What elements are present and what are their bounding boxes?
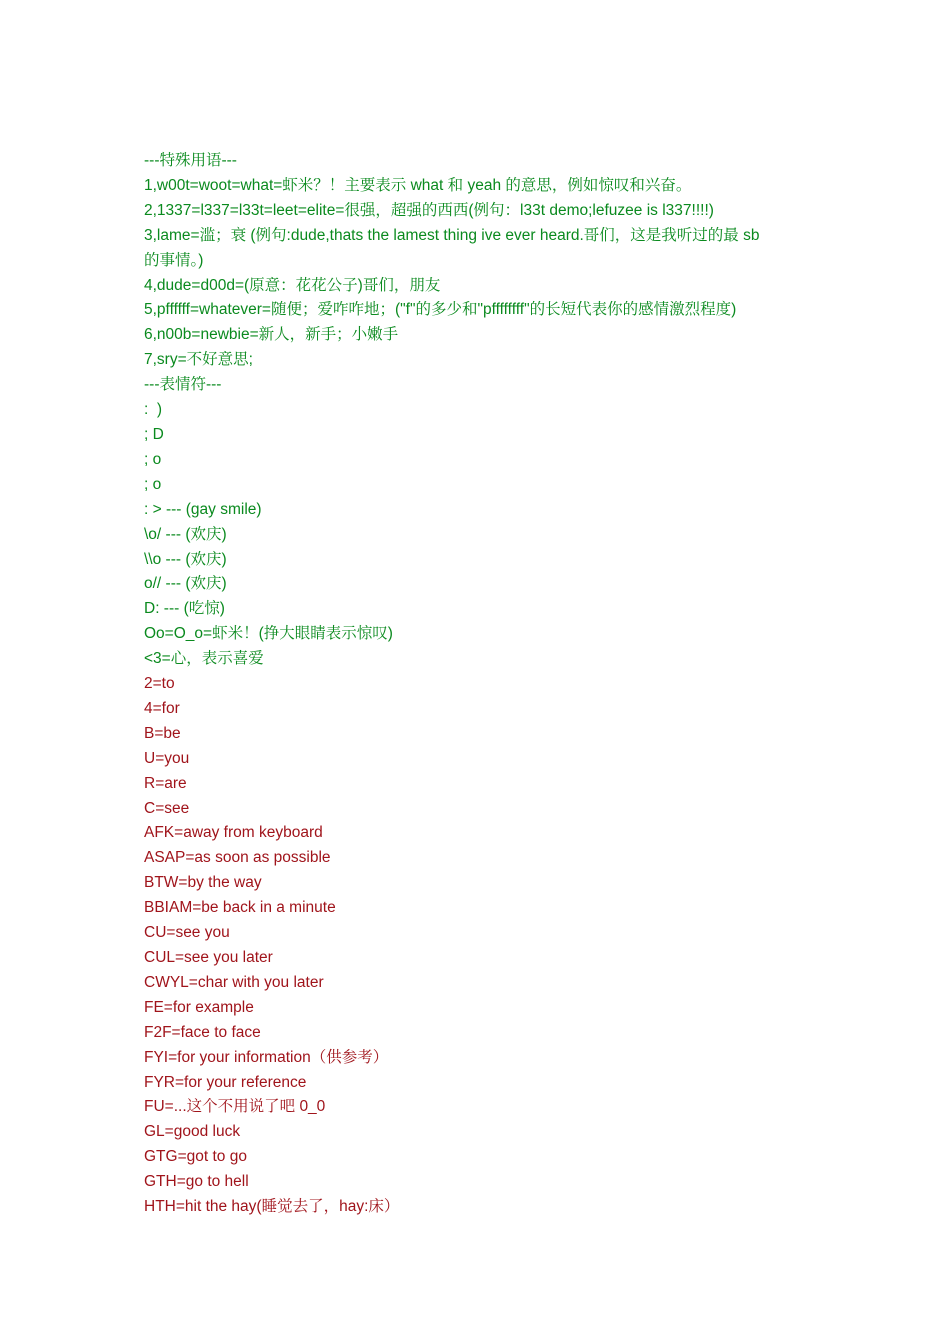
- emoticon-line: ; o: [144, 475, 162, 493]
- abbreviation-line: BTW=by the way: [144, 874, 262, 892]
- section-heading-special-terms: ---特殊用语---: [144, 152, 237, 169]
- abbreviation-line: F2F=face to face: [144, 1023, 261, 1041]
- emoticon-line: o// --- (欢庆): [144, 575, 227, 593]
- emoticon-line: D: --- (吃惊): [144, 600, 225, 618]
- section-heading-emoticons: ---表情符---: [144, 376, 222, 394]
- term-line: 3,lame=滥；衰 (例句:dude,thats the lamest thing ive ever heard.哥们，这是我听过的最 sb: [144, 226, 760, 244]
- abbreviation-line: AFK=away from keyboard: [144, 824, 323, 842]
- emoticon-line: : > --- (gay smile): [144, 500, 262, 518]
- abbreviation-line: 4=for: [144, 699, 180, 717]
- abbreviation-line: 2=to: [144, 675, 175, 693]
- abbreviation-line: CWYL=char with you later: [144, 973, 324, 991]
- emoticon-line: ; o: [144, 450, 162, 468]
- emoticon-line: <3=心，表示喜爱: [144, 650, 264, 668]
- abbreviation-line: GL=good luck: [144, 1123, 241, 1141]
- emoticon-line: : ): [144, 401, 163, 419]
- abbreviation-line: U=you: [144, 749, 190, 767]
- abbreviation-line: GTG=got to go: [144, 1148, 247, 1166]
- term-line: 2,1337=l337=l33t=leet=elite=很强，超强的西西(例句：l33t demo;lefuzee is l337!!!!): [144, 201, 714, 219]
- term-line: 6,n00b=newbie=新人，新手；小嫩手: [144, 326, 399, 344]
- abbreviation-line: HTH=hit the hay(睡觉去了，hay:床）: [144, 1198, 400, 1216]
- abbreviation-line: GTH=go to hell: [144, 1173, 249, 1191]
- emoticon-line: ; D: [144, 425, 164, 443]
- abbreviation-line: B=be: [144, 724, 181, 742]
- term-line-continued: 的事情。): [144, 251, 204, 269]
- abbreviation-line: R=are: [144, 774, 187, 792]
- abbreviation-line: BBIAM=be back in a minute: [144, 899, 336, 917]
- term-line: 4,dude=d00d=(原意：花花公子)哥们，朋友: [144, 276, 441, 294]
- term-line: 5,pffffff=whatever=随便；爱咋咋地；("f"的多少和"pffffffff"的长短代表你的感情激烈程度): [144, 301, 737, 319]
- abbreviation-line: FU=...这个不用说了吧 0_0: [144, 1098, 326, 1116]
- emoticon-line: Oo=O_o=虾米！(挣大眼睛表示惊叹): [144, 625, 393, 643]
- abbreviation-line: CU=see you: [144, 924, 230, 942]
- abbreviation-line: ASAP=as soon as possible: [144, 849, 331, 867]
- emoticon-line: \o/ --- (欢庆): [144, 525, 227, 543]
- abbreviation-line: FYR=for your reference: [144, 1073, 307, 1091]
- term-line: 7,sry=不好意思;: [144, 351, 253, 369]
- abbreviation-line: FE=for example: [144, 998, 254, 1016]
- abbreviation-line: FYI=for your information（供参考）: [144, 1048, 389, 1066]
- emoticon-line: \\o --- (欢庆): [144, 550, 227, 568]
- abbreviation-line: CUL=see you later: [144, 949, 273, 966]
- document-body: [144, 149, 814, 1220]
- abbreviation-line: C=see: [144, 799, 190, 817]
- term-line: 1,w00t=woot=what=虾米？！主要表示 what 和 yeah 的意思，例如惊叹和兴奋。: [144, 176, 692, 194]
